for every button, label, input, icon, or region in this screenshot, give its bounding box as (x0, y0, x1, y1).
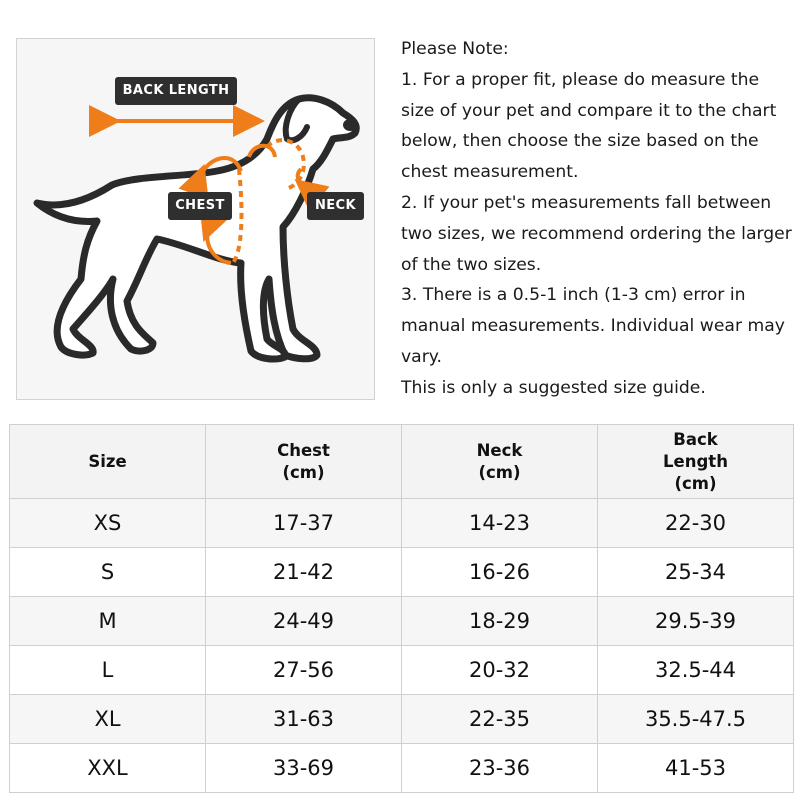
table-row (10, 548, 794, 597)
table-row (10, 646, 794, 695)
header-length-text: Length (663, 451, 728, 471)
size-cell: XL (10, 695, 206, 744)
dog-nose (343, 119, 357, 131)
neck-cell: 22-35 (402, 695, 598, 744)
chest-label: CHEST (168, 192, 232, 220)
neck-cell: 14-23 (402, 499, 598, 548)
neck-cell: 18-29 (402, 597, 598, 646)
back-length-cell: 22-30 (598, 499, 794, 548)
note-disclaimer: This is only a suggested size guide. (401, 377, 706, 398)
dog-silhouette (37, 98, 356, 359)
neck-label: NECK (307, 192, 364, 220)
header-chest-unit: (cm) (282, 462, 325, 482)
header-neck-unit: (cm) (478, 462, 521, 482)
notes-heading: Please Note: (401, 39, 509, 59)
header-chest-text: Chest (277, 440, 330, 460)
header-back-length (598, 425, 794, 499)
back-length-cell: 35.5-47.5 (598, 695, 794, 744)
size-cell: L (10, 646, 206, 695)
chest-cell: 27-56 (206, 646, 402, 695)
table-row (10, 695, 794, 744)
header-neck (402, 425, 598, 499)
size-cell: S (10, 548, 206, 597)
neck-cell: 23-36 (402, 744, 598, 793)
chest-cell: 33-69 (206, 744, 402, 793)
back-length-cell: 29.5-39 (598, 597, 794, 646)
back-length-cell: 25-34 (598, 548, 794, 597)
header-back-text: Back (673, 429, 718, 449)
table-row (10, 597, 794, 646)
header-size-text: Size (88, 451, 127, 471)
neck-cell: 16-26 (402, 548, 598, 597)
table-row (10, 744, 794, 793)
measurement-diagram (16, 38, 375, 400)
size-cell: XXL (10, 744, 206, 793)
back-length-cell: 41-53 (598, 744, 794, 793)
table-header-row (10, 425, 794, 499)
chest-cell: 24-49 (206, 597, 402, 646)
back-length-cell: 32.5-44 (598, 646, 794, 695)
header-neck-text: Neck (476, 440, 523, 460)
size-chart-table (9, 424, 794, 793)
chest-cell: 17-37 (206, 499, 402, 548)
neck-cell: 20-32 (402, 646, 598, 695)
back-length-label: BACK LENGTH (115, 77, 237, 105)
size-cell: XS (10, 499, 206, 548)
note-3: 3. There is a 0.5-1 inch (1-3 cm) error in manual measurements. Individual wear may vary. (401, 285, 785, 367)
table-row (10, 499, 794, 548)
chest-cell: 31-63 (206, 695, 402, 744)
header-back-unit: (cm) (674, 473, 717, 493)
header-chest (206, 425, 402, 499)
note-2: 2. If your pet's measurements fall between two sizes, we recommend ordering the larger of the two sizes. (401, 192, 792, 275)
size-notes (401, 34, 796, 404)
size-cell: M (10, 597, 206, 646)
header-size (10, 425, 206, 499)
chest-cell: 21-42 (206, 548, 402, 597)
note-1: 1. For a proper fit, please do measure the size of your pet and compare it to the chart below, then choose the size based on the chest measurement. (401, 69, 777, 183)
